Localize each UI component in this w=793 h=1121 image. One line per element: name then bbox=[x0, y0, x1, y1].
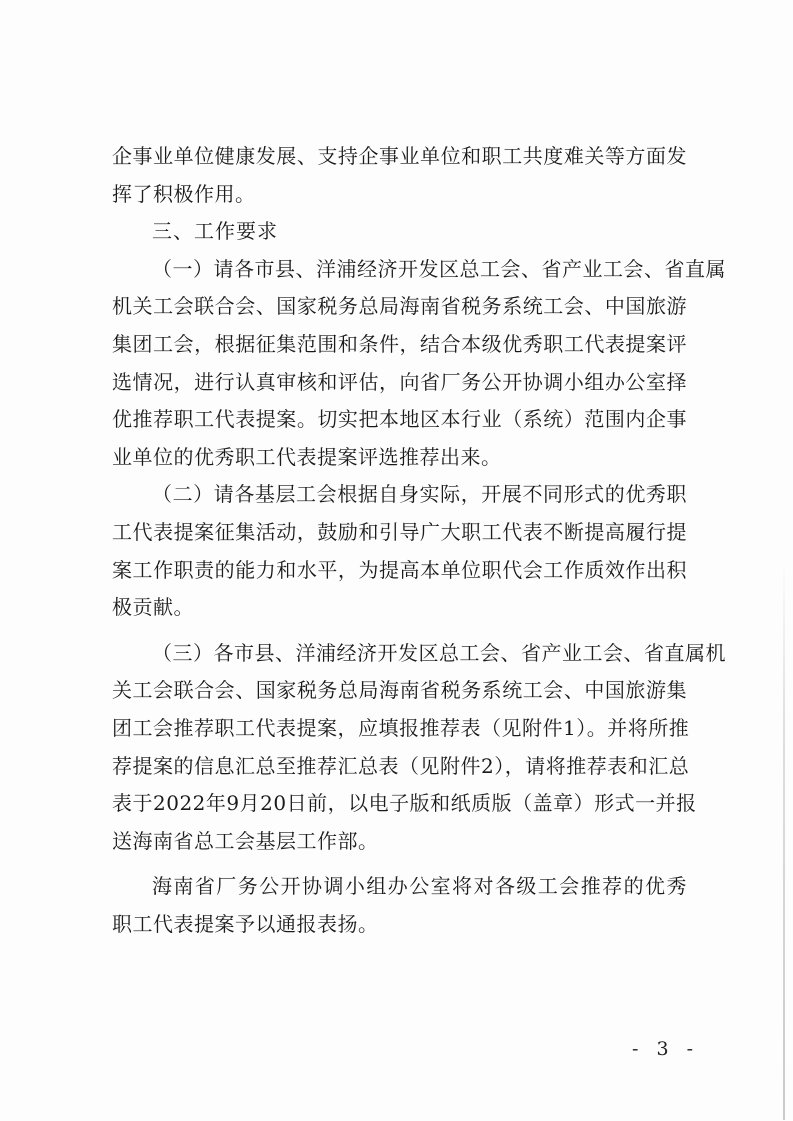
text-line: 案工作职责的能力和水平，为提高本单位职代会工作质效作出积 bbox=[112, 557, 687, 582]
paragraph-4 bbox=[112, 868, 687, 943]
text-line: 工代表提案征集活动，鼓励和引导广大职工代表不断提高履行提 bbox=[112, 519, 687, 544]
text-line: （三）各市县、洋浦经济开发区总工会、省产业工会、省直属机 bbox=[152, 640, 726, 665]
text-line: 职工代表提案予以通报表扬。 bbox=[112, 911, 379, 936]
paragraph-1 bbox=[112, 251, 726, 477]
scan-edge-shadow bbox=[783, 560, 785, 1120]
text-line: 送海南省总工会基层工作部。 bbox=[112, 828, 379, 853]
text-line: （一）请各市县、洋浦经济开发区总工会、省产业工会、省直属 bbox=[152, 256, 726, 281]
intro-paragraph bbox=[112, 138, 687, 213]
document-body bbox=[112, 138, 726, 943]
text-line: 选情况，进行认真审核和评估，向省厂务公开协调小组办公室择 bbox=[112, 369, 687, 394]
text-line: 优推荐职工代表提案。切实把本地区本行业（系统）范围内企事 bbox=[112, 407, 687, 432]
text-line: 团工会推荐职工代表提案，应填报推荐表（见附件1）。并将所推 bbox=[112, 715, 690, 740]
text-line: 挥了积极作用。 bbox=[112, 181, 256, 206]
text-line: 荐提案的信息汇总至推荐汇总表（见附件2），请将推荐表和汇总 bbox=[112, 753, 690, 778]
section-heading: 三、工作要求 bbox=[152, 219, 278, 244]
text-line: 集团工会，根据征集范围和条件，结合本级优秀职工代表提案评 bbox=[112, 331, 687, 356]
text-line: 关工会联合会、国家税务总局海南省税务系统工会、中国旅游集 bbox=[112, 678, 687, 703]
text-line: 业单位的优秀职工代表提案评选推荐出来。 bbox=[112, 444, 502, 469]
text-line: 海南省厂务公开协调小组办公室将对各级工会推荐的优秀 bbox=[152, 874, 687, 899]
text-line: 机关工会联合会、国家税务总局海南省税务系统工会、中国旅游 bbox=[112, 294, 687, 319]
text-line: （二）请各基层工会根据自身实际，开展不同形式的优秀职 bbox=[152, 482, 687, 507]
paragraph-spacer bbox=[112, 627, 687, 635]
paragraph-spacer bbox=[112, 860, 687, 868]
paragraph-3 bbox=[112, 635, 726, 861]
text-line: 表于2022年9月20日前，以电子版和纸质版（盖章）形式一并报 bbox=[112, 791, 697, 816]
text-line: 企事业单位健康发展、支持企事业单位和职工共度难关等方面发 bbox=[112, 144, 687, 168]
paragraph-2 bbox=[112, 476, 687, 626]
page-number: - 3 - bbox=[632, 1038, 700, 1060]
text-line: 极贡献。 bbox=[112, 595, 194, 620]
